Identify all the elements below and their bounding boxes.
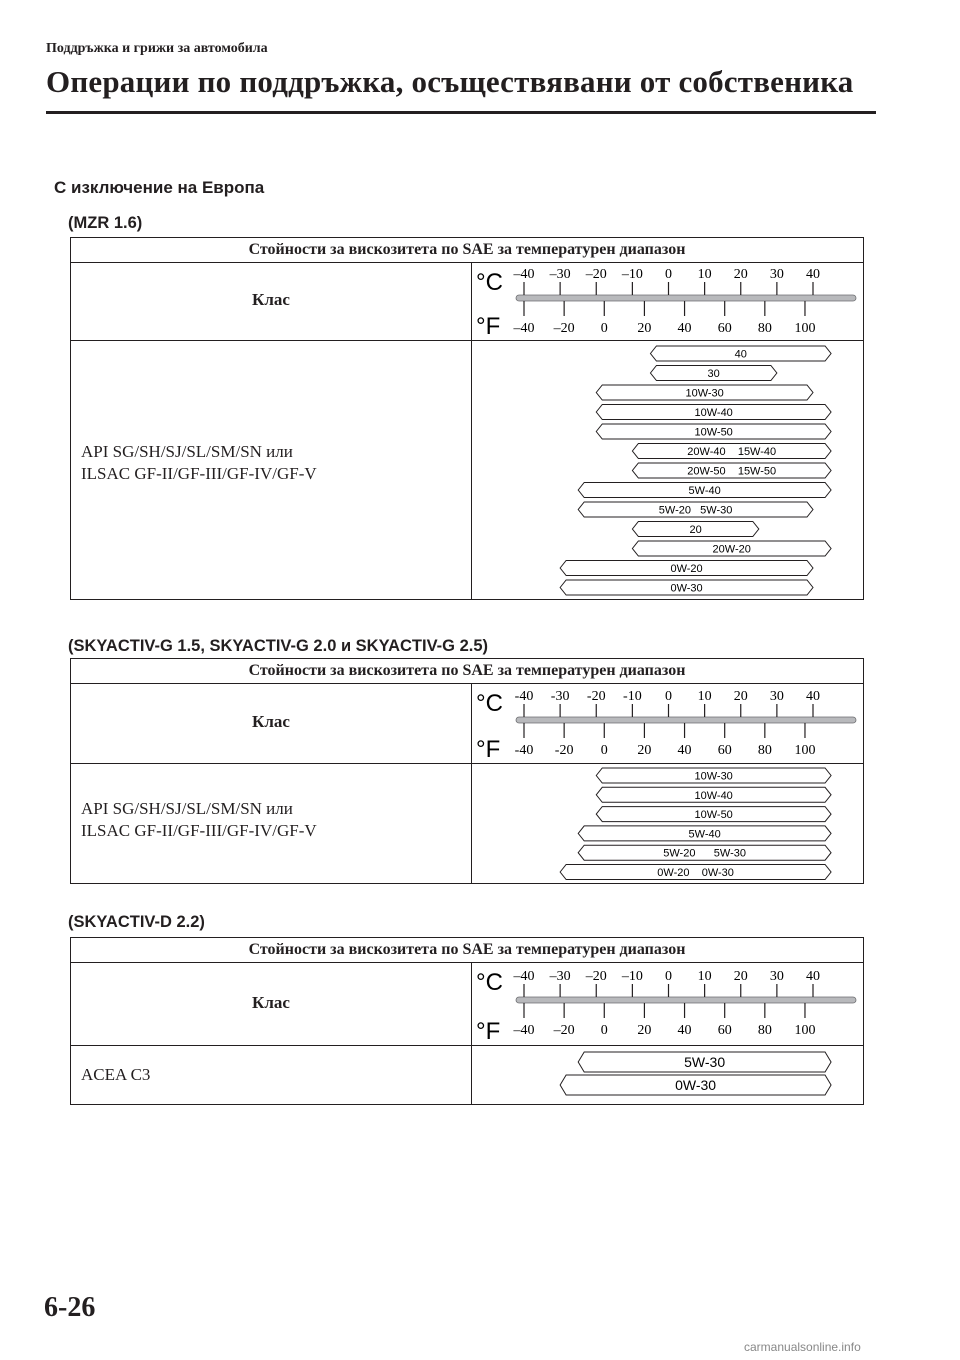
viscosity-bands [472,341,864,599]
celsius-tick-label: 40 [806,969,820,984]
fahrenheit-tick-label: 60 [717,1023,732,1038]
celsius-tick-label: 20 [733,969,748,984]
celsius-tick-label: –40 [513,267,535,282]
fahrenheit-tick-label: 60 [717,743,732,758]
fahrenheit-tick-label: 40 [677,743,692,758]
celsius-tick-label: –30 [549,969,571,984]
temperature-bar [516,997,856,1003]
celsius-tick-label: –30 [549,267,571,282]
fahrenheit-tick-label: –20 [553,321,575,336]
watermark: carmanualsonline.info [744,1340,861,1354]
viscosity-grade-label: 5W-20 5W-30 [663,847,746,860]
viscosity-table-mzr [70,237,864,600]
oil-spec-line: API SG/SH/SJ/SL/SM/SN или [81,799,293,818]
celsius-tick-label: -40 [514,689,534,704]
viscosity-grade-label: 0W-30 [675,1077,717,1094]
viscosity-table-skyactiv-g [70,658,864,884]
viscosity-grade-label: 10W-40 [694,789,733,802]
viscosity-grade-label: 20W-50 15W-50 [687,465,777,478]
viscosity-grade-label: 10W-30 [694,770,733,783]
fahrenheit-tick-label: 100 [794,321,816,336]
celsius-tick-label: 10 [697,689,712,704]
celsius-tick-label: 30 [769,267,784,282]
temperature-scale [472,684,864,763]
viscosity-grade-label: 10W-40 [694,406,733,419]
table-header: Стойности за вискозитета по SAE за температурен диапазон [71,659,863,684]
fahrenheit-tick-label: 100 [794,1023,816,1038]
page-title: Операции по поддръжка, осъществявани от собственика [46,64,854,99]
page-number: 6-26 [44,1292,96,1323]
viscosity-grade-label: 5W-20 5W-30 [658,504,733,517]
fahrenheit-tick-label: 100 [794,743,816,758]
celsius-tick-label: 0 [665,267,672,282]
fahrenheit-tick-label: 80 [757,1023,772,1038]
table-header: Стойности за вискозитета по SAE за температурен диапазон [71,938,863,963]
fahrenheit-tick-label: 80 [757,321,772,336]
temperature-scale [472,263,864,340]
celsius-tick-label: 30 [769,969,784,984]
fahrenheit-tick-label: –20 [553,1023,575,1038]
celsius-tick-label: –10 [621,969,643,984]
grades-row [71,1045,863,1104]
celsius-tick-label: 0 [665,689,672,704]
class-label: Клас [252,993,290,1012]
fahrenheit-tick-label: –40 [513,1023,535,1038]
grades-row [71,763,863,883]
viscosity-grade-label: 5W-40 [688,828,721,841]
fahrenheit-tick-label: 80 [757,743,772,758]
celsius-tick-label: –10 [621,267,643,282]
fahrenheit-tick-label: 40 [677,321,692,336]
celsius-tick-label: 20 [733,267,748,282]
section-title-skyactiv-g: (SKYACTIV-G 1.5, SKYACTIV-G 2.0 и SKYACTIV-G 2.5) [68,637,489,655]
fahrenheit-tick-label: –40 [513,321,535,336]
class-label: Клас [252,290,290,309]
viscosity-grade-label: 40 [734,348,747,361]
oil-spec [81,1064,150,1086]
viscosity-grade-label: 20W-40 15W-40 [687,445,777,458]
viscosity-table-skyactiv-d [70,937,864,1105]
viscosity-grade-label: 10W-50 [694,426,733,439]
fahrenheit-tick-label: 0 [600,1023,608,1038]
title-rule [46,111,876,114]
oil-spec [81,798,317,842]
temperature-scale [472,963,864,1045]
scale-row [71,263,863,340]
celsius-tick-label: 10 [697,969,712,984]
celsius-tick-label: 10 [697,267,712,282]
celsius-symbol: °C [476,969,503,996]
fahrenheit-tick-label: 20 [637,321,652,336]
table-header: Стойности за вискозитета по SAE за температурен диапазон [71,238,863,263]
celsius-tick-label: –20 [585,969,607,984]
fahrenheit-tick-label: 20 [637,1023,652,1038]
fahrenheit-symbol: °F [476,736,501,763]
scale-row [71,684,863,763]
region-subtitle: С изключение на Европа [54,178,265,197]
viscosity-grade-label: 5W-30 [684,1054,726,1071]
fahrenheit-symbol: °F [476,1018,501,1045]
viscosity-bands [472,1046,864,1104]
oil-spec-line: ACEA C3 [81,1065,151,1084]
celsius-tick-label: 40 [806,689,820,704]
section-title-skyactiv-d: (SKYACTIV-D 2.2) [68,913,205,931]
viscosity-bands [472,764,864,883]
fahrenheit-tick-label: 0 [600,321,608,336]
scale-row [71,963,863,1045]
celsius-tick-label: 40 [806,267,820,282]
celsius-tick-label: –40 [513,969,535,984]
celsius-tick-label: -30 [550,689,570,704]
viscosity-grade-label: 0W-20 0W-30 [657,866,734,879]
fahrenheit-tick-label: -40 [514,743,534,758]
viscosity-grade-label: 20W-20 [712,543,751,556]
viscosity-grade-label: 0W-20 [670,562,703,575]
fahrenheit-tick-label: 40 [677,1023,692,1038]
celsius-tick-label: -10 [623,689,642,704]
viscosity-grade-label: 10W-30 [685,387,724,400]
chapter-heading: Поддръжка и грижи за автомобила [46,41,268,56]
class-label: Клас [252,712,290,731]
temperature-bar [516,295,856,301]
celsius-tick-label: -20 [586,689,606,704]
fahrenheit-tick-label: 60 [717,321,732,336]
viscosity-grade-label: 0W-30 [670,582,703,595]
fahrenheit-tick-label: -20 [554,743,574,758]
oil-spec-line: API SG/SH/SJ/SL/SM/SN или [81,442,293,461]
oil-spec-line: ILSAC GF-II/GF-III/GF-IV/GF-V [81,464,317,483]
celsius-tick-label: –20 [585,267,607,282]
grades-row [71,340,863,599]
celsius-symbol: °C [476,690,503,717]
celsius-tick-label: 20 [733,689,748,704]
temperature-bar [516,717,856,723]
oil-spec-line: ILSAC GF-II/GF-III/GF-IV/GF-V [81,821,317,840]
section-title-mzr: (MZR 1.6) [68,214,143,232]
viscosity-grade-label: 5W-40 [688,484,721,497]
fahrenheit-symbol: °F [476,313,501,340]
celsius-tick-label: 0 [665,969,672,984]
oil-spec [81,441,317,485]
fahrenheit-tick-label: 20 [637,743,652,758]
celsius-symbol: °C [476,269,503,296]
fahrenheit-tick-label: 0 [600,743,608,758]
viscosity-grade-label: 20 [689,523,702,536]
viscosity-grade-label: 30 [707,367,720,380]
viscosity-grade-label: 10W-50 [694,809,733,822]
celsius-tick-label: 30 [769,689,784,704]
